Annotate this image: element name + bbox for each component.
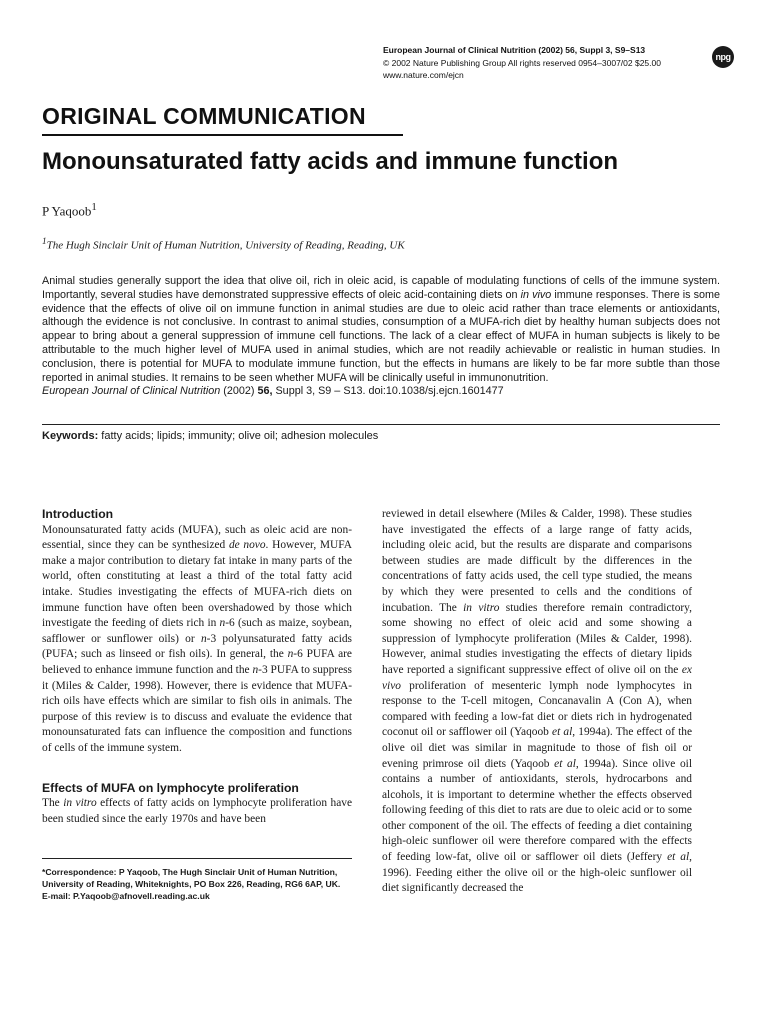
affiliation-superscript: 1: [42, 236, 47, 246]
right-column: [382, 507, 692, 897]
npg-logo: npg: [712, 46, 734, 68]
section-heading-lymphocyte: Effects of MUFA on lymphocyte proliferation: [42, 780, 299, 795]
article-title: Monounsaturated fatty acids and immune function: [42, 148, 619, 175]
correspondence-email[interactable]: E-mail: P.Yaqoob@afnovell.reading.ac.uk: [42, 891, 210, 902]
footnote-divider: [42, 858, 352, 859]
journal-info: [383, 44, 661, 82]
copyright-line: © 2002 Nature Publishing Group All rights reserved 0954–3007/02 $25.00: [383, 57, 661, 68]
abstract: Animal studies generally support the idea that olive oil, rich in oleic acid, is capable of modulating functions of cells of the immune system. Importantly, several studies have demonstrated suppressive effects of oleic acid-containing diets on in vivo immune responses. There is some evidence that the effects of olive oil on immune function in animal studies are due to oleic acid rather than trace elements or antioxidants, although the evidence is not conclusive. In contrast to animal studies, consumption of a MUFA-rich diet by healthy human subjects does not appear to bring about a general suppression of immune cell functions. The lack of a clear effect of MUFA in human subjects is likely to be attributable to the much higher level of MUFA used in animal studies, which are not readily achievable or realistic in human studies. In conclusion, there is potential for MUFA to modulate immune function, but the effects in humans are likely to be far more subtle than those reported in animal studies. It remains to be seen whether MUFA will be clinically useful in immunonutrition. European Journal of Clinical Nutrition (2002) 56, Suppl 3, S9 – S13. doi:10.1038/sj.ejcn.1601477: [42, 275, 721, 398]
abstract-citation: European Journal of Clinical Nutrition (2002) 56, Suppl 3, S9 – S13. doi:10.1038/sj.ejcn.1601477: [42, 385, 504, 398]
correspondence-footnote: *Correspondence: P Yaqoob, The Hugh Sinclair Unit of Human Nutrition, University of Reading, Whiteknights, PO Box 226, Reading, RG6 6AP, UK. E-mail: P.Yaqoob@afnovell.reading.ac.uk: [42, 866, 358, 903]
author-line: [42, 201, 97, 219]
abstract-divider: [42, 424, 720, 425]
affiliation: $^1$The Hugh Sinclair Unit of Human Nutrition, University of Reading, Reading, UK: [42, 236, 405, 252]
section-label: ORIGINAL COMMUNICATION: [42, 103, 366, 129]
author-name: P Yaqoob: [42, 203, 92, 219]
author-superscript: 1: [91, 201, 97, 213]
section-divider: [42, 134, 403, 136]
left-column: [42, 507, 352, 827]
paragraph: reviewed in detail elsewhere (Miles & Calder, 1998). These studies have investigated the effects of a large range of fatty acids, including oleic acid, but the results are disparate and comparisons between studies are made difficult by the differences in the concentrations of fatty acids used, the cell type studied, the means by which they were presented to cells and the conditions of incubation. The in vitro studies therefore remain contradictory, some showing no effect of oleic acid and some showing a suppression of lymphocyte proliferation (Miles & Calder, 1998). However, animal studies investigating the effects of dietary lipids have reported a significant suppressive effect of olive oil on the ex vivo proliferation of mesenteric lymph node lymphocytes in response to the T-cell mitogen, Concanavalin A (Con A), when compared with feeding a low-fat diet or diets rich in hydrogenated coconut oil or safflower oil (Yaqoob et al, 1994a). The effect of the olive oil diet was similar in magnitude to those of fish oil or evening primrose oil diets (Yaqoob et al, 1994a). Since olive oil contains a number of antioxidants, sterols, hydrocarbons and alcohols, it is important to determine whether the effects observed following feeding of this diet to rats are due to oleic acid or to some other component of the oil. The effects of feeding a diet containing high-oleic sunflower oil were therefore compared with the effects of feeding low-fat, olive oil or safflower oil diets (Jeffery et al, 1996). Feeding either the olive oil or the high-oleic sunflower oil diet significantly decreased the: [382, 508, 692, 895]
journal-url[interactable]: www.nature.com/ejcn: [383, 70, 464, 80]
journal-citation-line: European Journal of Clinical Nutrition (2002) 56, Suppl 3, S9–S13: [383, 45, 646, 55]
keywords: [42, 430, 378, 442]
keywords-label: Keywords:: [42, 430, 99, 442]
section-heading-introduction: Introduction: [42, 507, 114, 521]
keywords-text: fatty acids; lipids; immunity; olive oil; adhesion molecules: [98, 430, 379, 442]
paragraph: Monounsaturated fatty acids (MUFA), such as oleic acid are non-essential, since they can be synthesized de novo. However, MUFA make a major contribution to dietary fat intake in many parts of the world, often constituting at least a third of the total fatty acid intake. Studies investigating the effects of MUFA-rich diets on immune function have often been overshadowed by those which investigate the feeding of diets rich in n-6 (such as maize, soybean, safflower or sunflower oils) or n-3 polyunsaturated fatty acids (PUFA; such as linseed or fish oils). In general, the n-6 PUFA are believed to enhance immune function and the n-3 PUFA to suppress it (Miles & Calder, 1998). However, there is evidence that MUFA-rich oils have effects which are similar to fish oils in animals. The purpose of this review is to discuss and evaluate the evidence that monounsaturated fats can influence the composition and functions of cells of the immune system.: [42, 523, 352, 754]
paragraph: The in vitro effects of fatty acids on lymphocyte proliferation have been studied since the early 1970s and have been: [42, 797, 352, 825]
